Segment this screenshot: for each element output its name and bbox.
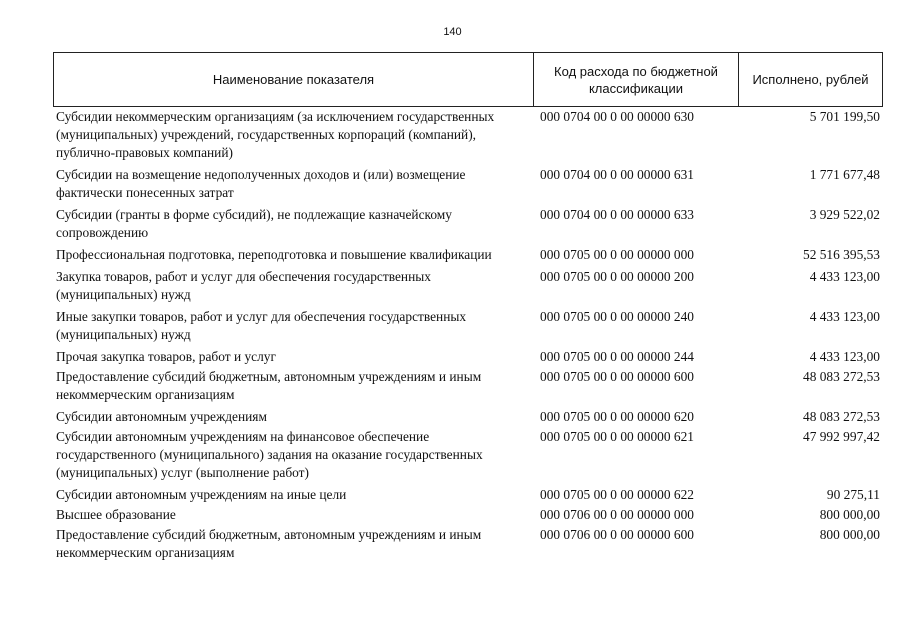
table-row bbox=[56, 308, 883, 344]
row-amount: 90 275,11 bbox=[826, 487, 880, 502]
row-code: 000 0705 00 0 00 00000 000 bbox=[540, 247, 694, 262]
row-name: Субсидии автономным учреждениям bbox=[56, 409, 267, 424]
row-code: 000 0705 00 0 00 00000 200 bbox=[540, 269, 694, 284]
header-code: Код расхода по бюджетной классификации bbox=[534, 53, 739, 106]
row-name: Прочая закупка товаров, работ и услуг bbox=[56, 349, 276, 364]
row-name: Субсидии автономным учреждениям на иные цели bbox=[56, 487, 347, 502]
header-amount: Исполнено, рублей bbox=[752, 72, 869, 87]
table-row bbox=[56, 166, 883, 202]
table-row bbox=[56, 526, 883, 562]
row-code: 000 0706 00 0 00 00000 000 bbox=[540, 507, 694, 522]
row-code: 000 0705 00 0 00 00000 240 bbox=[540, 309, 694, 324]
row-amount: 4 433 123,00 bbox=[809, 309, 880, 324]
row-code: 000 0705 00 0 00 00000 600 bbox=[540, 369, 694, 384]
table-row bbox=[56, 206, 883, 242]
table-row bbox=[56, 506, 883, 524]
table-row bbox=[56, 486, 883, 504]
row-name: Предоставление субсидий бюджетным, автономным учреждениям и иным некоммерческим организациям bbox=[56, 369, 482, 402]
table-row bbox=[56, 368, 883, 404]
row-code: 000 0704 00 0 00 00000 631 bbox=[540, 167, 694, 182]
page-number: 140 bbox=[443, 26, 462, 38]
table-body bbox=[56, 108, 883, 562]
row-code: 000 0705 00 0 00 00000 622 bbox=[540, 487, 694, 502]
table-row bbox=[56, 268, 883, 304]
table-header bbox=[53, 52, 883, 107]
row-name: Субсидии (гранты в форме субсидий), не подлежащие казначейскому сопровождению bbox=[56, 207, 452, 240]
row-amount: 47 992 997,42 bbox=[803, 429, 880, 444]
table-row bbox=[56, 348, 883, 366]
row-name: Иные закупки товаров, работ и услуг для обеспечения государственных (муниципальных) нужд bbox=[56, 309, 467, 342]
table-row bbox=[56, 428, 883, 482]
row-code: 000 0704 00 0 00 00000 630 bbox=[540, 109, 694, 124]
row-amount: 5 701 199,50 bbox=[809, 109, 880, 124]
row-name: Профессиональная подготовка, переподготовка и повышение квалификации bbox=[56, 247, 492, 262]
row-name: Закупка товаров, работ и услуг для обеспечения государственных (муниципальных) нужд bbox=[56, 269, 431, 302]
row-code: 000 0706 00 0 00 00000 600 bbox=[540, 527, 694, 542]
row-amount: 4 433 123,00 bbox=[809, 349, 880, 364]
table-row bbox=[56, 408, 883, 426]
row-code: 000 0704 00 0 00 00000 633 bbox=[540, 207, 694, 222]
row-name: Субсидии автономным учреждениям на финансовое обеспечение государственного (муниципального) задания на оказание государственных (муниципальных) услуг (выполнение работ) bbox=[56, 429, 483, 480]
row-amount: 4 433 123,00 bbox=[809, 269, 880, 284]
row-amount: 800 000,00 bbox=[819, 527, 880, 542]
row-name: Субсидии на возмещение недополученных доходов и (или) возмещение фактически понесенных затрат bbox=[56, 167, 466, 200]
row-amount: 52 516 395,53 bbox=[803, 247, 880, 262]
row-amount: 3 929 522,02 bbox=[809, 207, 880, 222]
row-code: 000 0705 00 0 00 00000 620 bbox=[540, 409, 694, 424]
row-code: 000 0705 00 0 00 00000 244 bbox=[540, 349, 694, 364]
row-name: Субсидии некоммерческим организациям (за исключением государственных (муниципальных) учреждений, государственных корпораций (компаний), публично-правовых компаний) bbox=[56, 109, 495, 160]
row-code: 000 0705 00 0 00 00000 621 bbox=[540, 429, 694, 444]
row-amount: 48 083 272,53 bbox=[803, 369, 880, 384]
row-amount: 48 083 272,53 bbox=[803, 409, 880, 424]
header-name: Наименование показателя bbox=[54, 53, 534, 106]
row-name: Предоставление субсидий бюджетным, автономным учреждениям и иным некоммерческим организациям bbox=[56, 527, 482, 560]
row-amount: 1 771 677,48 bbox=[809, 167, 880, 182]
table-row bbox=[56, 246, 883, 264]
row-amount: 800 000,00 bbox=[819, 507, 880, 522]
table-row bbox=[56, 108, 883, 162]
row-name: Высшее образование bbox=[56, 507, 176, 522]
